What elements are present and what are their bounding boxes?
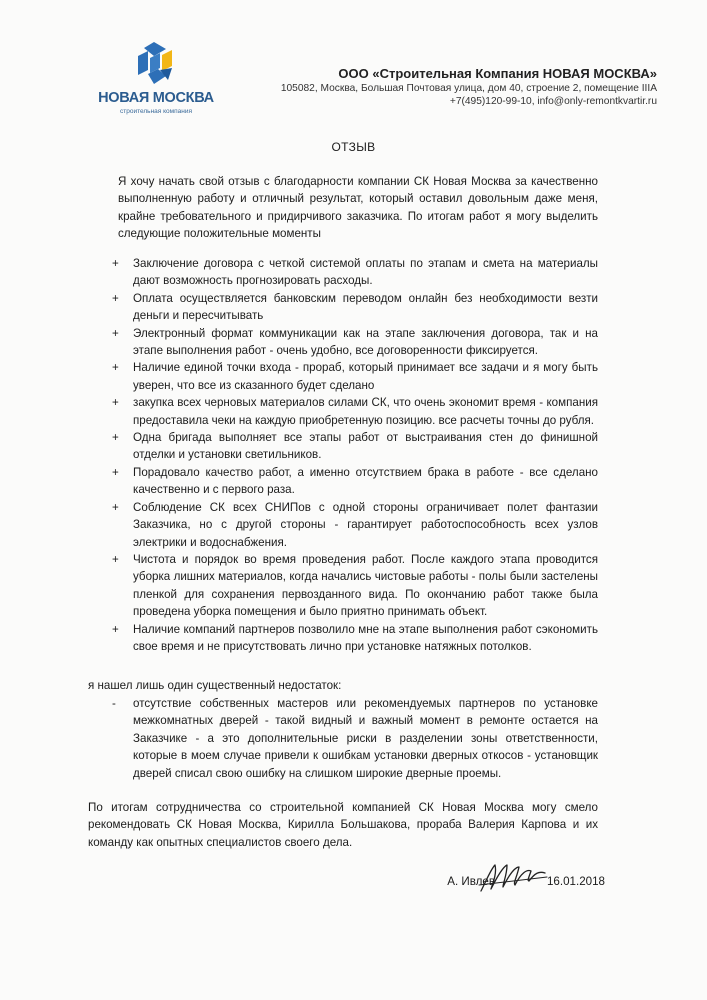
handwritten-signature-icon bbox=[477, 859, 549, 897]
list-item bbox=[112, 499, 598, 551]
plus-marker: + bbox=[112, 431, 119, 445]
list-item bbox=[112, 551, 598, 621]
company-header bbox=[281, 66, 657, 108]
plus-marker: + bbox=[112, 396, 119, 410]
plus-marker: + bbox=[112, 257, 119, 270]
minus-marker: - bbox=[112, 697, 116, 710]
drawback-heading: я нашел лишь один существенный недостаток: bbox=[88, 679, 342, 692]
plus-marker: + bbox=[112, 291, 119, 305]
plus-marker: + bbox=[112, 552, 119, 566]
list-item bbox=[112, 621, 598, 656]
list-item-text: Наличие компаний партнеров позволило мне на этапе выполнения работ сэкономить свое время и не присутствовать лично при установке натяжных потолков. bbox=[133, 622, 598, 653]
plus-marker: + bbox=[112, 622, 119, 636]
list-item bbox=[112, 359, 598, 394]
intro-paragraph: Я хочу начать свой отзыв с благодарности компании СК Новая Москва за качественно выполненную работу и отличный результат, который оставил довольным даже меня, крайне требовательного и придирчивого заказчика. По итогам работ я могу выделить следующие положительные моменты bbox=[118, 175, 598, 241]
signature-block bbox=[395, 875, 605, 895]
list-item bbox=[112, 695, 598, 782]
signer-name: А. Ивлев bbox=[447, 875, 495, 888]
signature-date: 16.01.2018 bbox=[546, 875, 605, 888]
list-item-text: Наличие единой точки входа - прораб, который принимает все задачи и я могу быть уверен, что все из сказанного будет сделано bbox=[133, 361, 598, 392]
list-item-text: закупка всех черновых материалов силами СК, что очень экономит время - компания предоставила чеки на каждую приобретенную позицию. все расчеты точны до рубля. bbox=[133, 396, 598, 427]
list-item-text: Соблюдение СК всех СНИПов с одной стороны ограничивает полет фантазии Заказчика, но с другой стороны - гарантирует работоспособность всех узлов электрики и водоснабжения. bbox=[133, 500, 598, 549]
list-item-text: Электронный формат коммуникации как на этапе заключения договора, так и на этапе выполнения работ - очень удобно, все договоренности фиксируется. bbox=[133, 326, 598, 358]
list-item bbox=[112, 429, 598, 464]
conclusion-paragraph: По итогам сотрудничества со строительной компанией СК Новая Москва могу смело рекомендовать СК Новая Москва, Кирилла Большакова, прораба Валерия Карпова и их команду как опытных специалистов своего дела. bbox=[88, 801, 598, 849]
company-name: ООО «Строительная Компания НОВАЯ МОСКВА» bbox=[338, 66, 657, 81]
list-item bbox=[112, 325, 598, 360]
company-address: 105082, Москва, Большая Почтовая улица, дом 40, строение 2, помещение IIIA bbox=[280, 83, 657, 94]
list-item-text: Чистота и порядок во время проведения работ. После каждого этапа проводится уборка лишних материалов, когда начались чистовые работы - полы были застелены пленкой для сохранения первозданного вида. По окончанию работ также была проведена уборка помещения и было приятно принимать объект. bbox=[133, 552, 598, 619]
plus-marker: + bbox=[112, 500, 119, 514]
plus-marker: + bbox=[112, 326, 119, 340]
list-item bbox=[112, 290, 598, 325]
list-item-text: Одна бригада выполняет все этапы работ от выстраивания стен до финишной отделки и установки светильников. bbox=[133, 431, 598, 462]
list-item-text: Заключение договора с четкой системой оплаты по этапам и смета на материалы дают возможность прогнозировать расходы. bbox=[133, 257, 598, 288]
list-item bbox=[112, 464, 598, 499]
plus-marker: + bbox=[112, 465, 119, 479]
list-item-text: отсутствие собственных мастеров или рекомендуемых партнеров по установке межкомнатных дверей - такой видный и важный момент в ремонте остается на Заказчике - а это дополнительные риски в разделении зоны ответственности, которые в моем случае привели к ошибкам установки дверных откосов - установщик дверей списал свою ошибку на слишком широкие дверные проемы. bbox=[133, 697, 598, 780]
logo-subtitle: строительная компания bbox=[120, 108, 192, 115]
negatives-list bbox=[112, 695, 598, 782]
logo-mark-icon bbox=[132, 42, 178, 88]
positives-list bbox=[112, 255, 598, 655]
document-title: ОТЗЫВ bbox=[331, 140, 376, 154]
plus-marker: + bbox=[112, 361, 119, 375]
company-logo bbox=[96, 40, 216, 120]
list-item-text: Оплата осуществляется банковским переводом онлайн без необходимости везти деньги и пересчитывать bbox=[133, 291, 598, 323]
list-item bbox=[112, 394, 598, 429]
list-item-text: Порадовало качество работ, а именно отсутствием брака в работе - все сделано качественно и с первого раза. bbox=[133, 465, 598, 497]
list-item bbox=[112, 255, 598, 290]
company-contacts: +7(495)120-99-10, info@only-remontkvartir.ru bbox=[449, 96, 657, 107]
logo-name: НОВАЯ МОСКВА bbox=[98, 90, 214, 106]
